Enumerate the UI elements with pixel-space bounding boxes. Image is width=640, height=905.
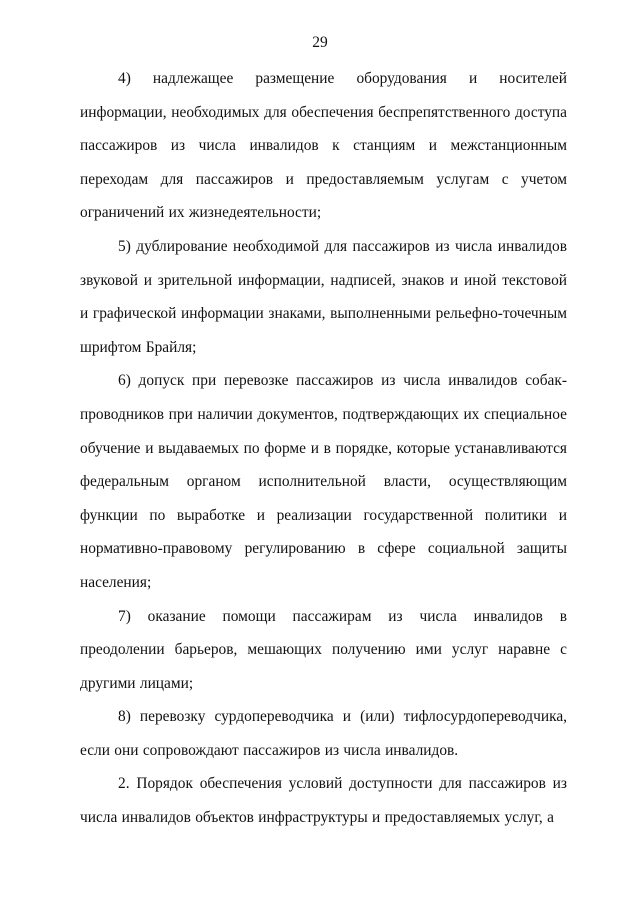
paragraph-item-4: 4) надлежащее размещение оборудования и носителей информации, необходимых для обеспечения беспрепятственного доступа пассажиров из числа инвалидов к станциям и межстанционным переходам для пассажиров и предоставляемым услугам с учетом ограничений их жизнедеятельности; [80, 70, 567, 222]
paragraph-item-5: 5) дублирование необходимой для пассажиров из числа инвалидов звуковой и зрительной информации, надписей, знаков и иной текстовой и графической информации знаками, выполненными рельефно-точечным шрифтом Брайля; [80, 237, 567, 356]
paragraph-item-7: 7) оказание помощи пассажирам из числа инвалидов в преодолении барьеров, мешающих получению ими услуг наравне с другими лицами; [80, 607, 567, 692]
page-number: 29 [312, 34, 328, 51]
paragraph-item-8: 8) перевозку сурдопереводчика и (или) тифлосурдопереводчика, если они сопровождают пассажиров из числа инвалидов. [80, 708, 567, 759]
paragraph-item-6: 6) допуск при перевозке пассажиров из числа инвалидов собак-проводников при наличии документов, подтверждающих их специальное обучение и выдаваемых по форме и в порядке, которые устанавливаются федеральным органом исполнительной власти, осуществляющим функции по выработке и реализации государственной политики и нормативно-правовому регулированию в сфере социальной защиты населения; [80, 372, 567, 591]
document-body [80, 62, 567, 835]
paragraph-section-2: 2. Порядок обеспечения условий доступности для пассажиров из числа инвалидов объектов инфраструктуры и предоставляемых услуг, а [80, 775, 567, 827]
